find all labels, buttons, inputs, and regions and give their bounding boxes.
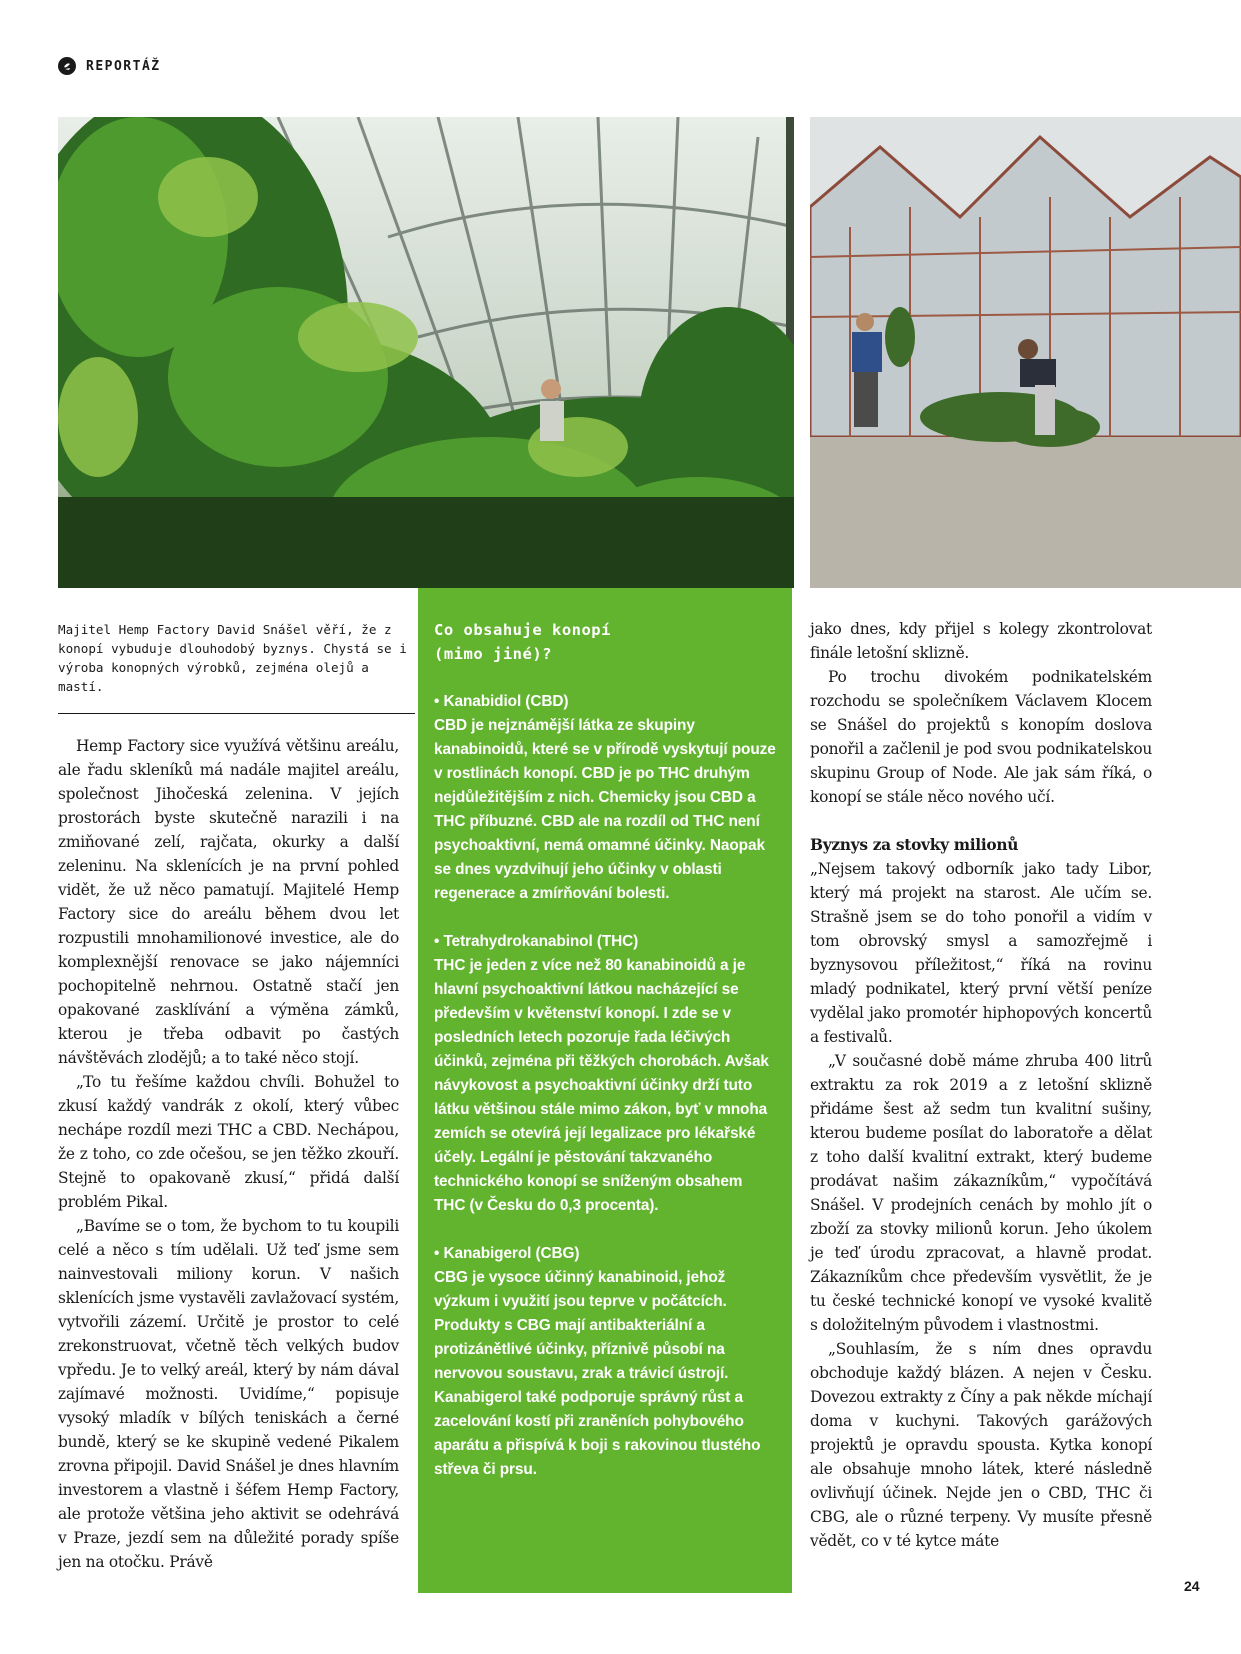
photo-caption: Majitel Hemp Factory David Snášel věří, že z konopí vybuduje dlouhodobý byznys. Chystá se i výroba konopných výrobků, zejména olejů a mastí. (58, 622, 407, 694)
section-title: REPORTÁŽ (86, 58, 161, 74)
article-paragraph: Hemp Factory sice využívá většinu areálu, ale řadu skleníků má nadále majitel areálu, společnost Jihočeská zelenina. V jejích prostorách byste skutečně narazili i na zmiňované zelí, rajčata, okurky a další zeleninu. Na sklenících je na první pohled vidět, že už něco pamatují. Majitelé Hemp Factory sice do areálu během dvou let rozpustili mnohamilionové investice, ale do komplexnější renovace se jako nájemníci pochopitelně nehrnou. Ostatně stačí jen opakované zasklívání a výměna zámků, kterou je třeba odbavit po častých návštěvách zlodějů; a to také něco stojí. (58, 737, 399, 1067)
sidebar-title-line: (mimo jiné)? (434, 645, 552, 663)
sidebar-item-heading: • Kanabidiol (CBD) (434, 693, 569, 710)
article-paragraph: „V současné době máme zhruba 400 litrů extraktu za rok 2019 a z letošní sklizně přidáme šest až sedm tun kvalitní sušiny, kterou budeme posílat do laboratoře a dělat z toho další kvalitní extrakt, který budeme prodávat našim zákazníkům,“ vypočítává Snášel. V prodejních cenách by mohlo jít o zboží za stovky milionů korun. Jeho úkolem je teď úrodu zpracovat, a hlavně prodat. Zákazníkům chce především vysvětlit, že je tu české technické konopí ve vysoké kvalitě s doložitelným původem i vlastnostmi. (810, 1052, 1152, 1334)
page-number: 24 (1184, 1578, 1200, 1594)
sidebar-title-line: Co obsahuje konopí (434, 621, 611, 639)
article-column-right (810, 617, 1152, 1553)
sidebar-item (434, 690, 776, 906)
article-paragraph: „To tu řešíme každou chvíli. Bohužel to zkusí každý vandrák z okolí, který vůbec nechápe rozdíl mezi THC a CBD. Nechápou, že z toho, co zde očešou, se jen těžko zkouří. Stejně to opakovaně zkusí,“ přidá další problém Pikal. (58, 1073, 399, 1211)
sidebar-item-heading: • Kanabigerol (CBG) (434, 1245, 580, 1262)
article-paragraph: Po trochu divokém podnikatelském rozchodu se společníkem Václavem Klocem se Snášel do projektů s konopím doslova ponořil a začlenil je pod svou podnikatelskou skupinu Group of Node. Ale jak sám říká, o konopí se stále něco nového učí. (810, 668, 1152, 806)
article-subheading: Byznys za stovky milionů (810, 836, 1019, 854)
article-paragraph: „Nejsem takový odborník jako tady Libor, který má projekt na starost. Ale učím se. Strašně jsem se do toho ponořil a vidím v tom obrovský smysl a samozřejmě i byznysovou příležitost,“ říká na rovinu mladý podnikatel, který první větší peníze vydělal jako promotér hiphopových koncertů a festivalů. (810, 860, 1152, 1046)
magazine-logo-icon (58, 57, 76, 75)
sidebar-box (418, 588, 792, 1593)
caption-divider (58, 713, 415, 714)
sidebar-item (434, 1242, 776, 1482)
sidebar-item-body: CBD je nejznámější látka ze skupiny kanabinoidů, které se v přírodě vyskytují pouze v rostlinách konopí. CBD je po THC druhým nejdůležitějším z nich. Chemicky jsou CBD a THC příbuzné. CBD ale na rozdíl od THC není psychoaktivní, nemá omamné účinky. Naopak se dnes vyzdvihují jeho účinky v oblasti regenerace a zmírňování bolesti. (434, 717, 776, 902)
sidebar-item (434, 930, 776, 1218)
workers-drying-hemp-photo (810, 117, 1241, 588)
paragraph-spacer (810, 809, 1152, 833)
article-paragraph: „Bavíme se o tom, že bychom to tu koupili celé a něco s tím udělali. Už teď jsme sem nainvestovali miliony korun. V našich sklenících jsme vystavěli zavlažovací systém, vytvořili zázemí. Určitě je prostor to celé zrekonstruovat, včetně těch velkých budov vpředu. Je to velký areál, který by nám dával zajímavé možnosti. Uvidíme,“ popisuje vysoký mladík v bílých teniskách a černé bundě, který se ke skupině vedené Pikalem zrovna připojil. David Snášel je dnes hlavním investorem a vlastně i šéfem Hemp Factory, ale protože většina jeho aktivit se odehrává v Praze, jezdí sem na důležité porady spíše jen na otočku. Právě (58, 1217, 399, 1571)
article-column-left (58, 734, 399, 1574)
article-paragraph: jako dnes, kdy přijel s kolegy zkontrolovat finále letošní sklizně. (810, 620, 1152, 662)
sidebar-title (434, 618, 776, 666)
greenhouse-hemp-plants-photo (58, 117, 794, 588)
sidebar-item-body: CBG je vysoce účinný kanabinoid, jehož výzkum i využití jsou teprve v počátcích. Produkty s CBG mají antibakteriální a protizánětlivé účinky, příznivě působí na nervovou soustavu, zrak a trávicí ústrojí. Kanabigerol také podporuje správný růst a zacelování kostí při zraněních pohybového aparátu a přispívá k boji s rakovinou tlustého střeva či prsu. (434, 1269, 761, 1478)
section-label (58, 57, 161, 75)
sidebar-item-heading: • Tetrahydrokanabinol (THC) (434, 933, 639, 950)
sidebar-item-body: THC je jeden z více než 80 kanabinoidů a je hlavní psychoaktivní látkou nacházející se především v květenství konopí. I zde se v posledních letech pozoruje řada léčivých účinků, zejména při těžkých chorobách. Avšak návykovost a psychoaktivní účinky drží tuto látku většinou stále mimo zákon, byť v mnoha zemích se otevírá její legalizace pro lékařské účely. Legální je pěstování takzvaného technického konopí se sníženým obsahem THC (v Česku do 0,3 procenta). (434, 957, 769, 1214)
article-paragraph: „Souhlasím, že s ním dnes opravdu obchoduje každý blázen. A nejen v Česku. Dovezou extrakty z Číny a pak někde míchají doma v kuchyni. Takových garážových projektů je opravdu spousta. Kytka konopí ale obsahuje mnoho látek, které následně ovlivňují účinek. Nejde jen o CBD, THC či CBG, ale o různé terpeny. Vy musíte přesně vědět, co v té kytce máte (810, 1340, 1152, 1550)
